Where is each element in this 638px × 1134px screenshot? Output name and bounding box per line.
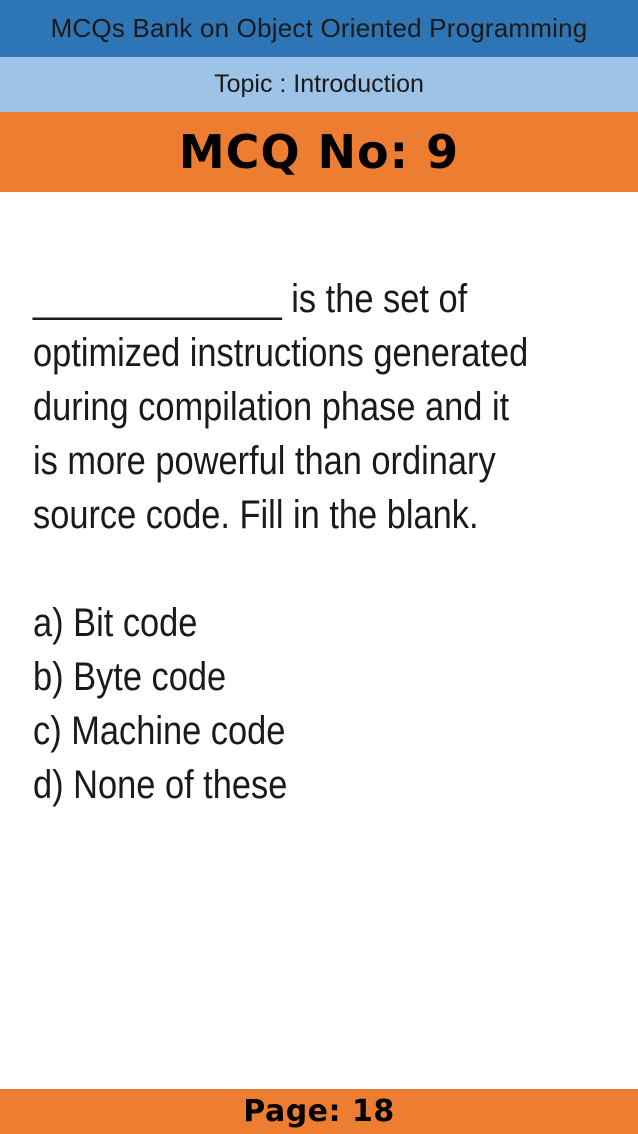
- question-content: [33, 272, 536, 812]
- footer-bar: [0, 1089, 638, 1134]
- mcq-number-bar: [0, 112, 638, 192]
- bank-title: MCQs Bank on Object Oriented Programming: [50, 13, 588, 43]
- title-bar: [0, 0, 638, 57]
- option-b: b) Byte code: [33, 655, 227, 699]
- question-body: is the set of optimized instructions generated during compilation phase and it is more powerful than ordinary source code. Fill in the blank.: [33, 277, 529, 537]
- topic-bar: [0, 57, 638, 112]
- option-a: a) Bit code: [33, 601, 198, 645]
- mcq-number-label: MCQ No: 9: [178, 125, 460, 179]
- options-list: [33, 596, 536, 812]
- topic-label: Topic : Introduction: [214, 70, 424, 98]
- option-d: d) None of these: [33, 763, 288, 807]
- page-number-label: Page: 18: [243, 1094, 395, 1129]
- question-text: [33, 272, 536, 542]
- option-c: c) Machine code: [33, 709, 286, 753]
- question-blank: _____________: [33, 277, 282, 321]
